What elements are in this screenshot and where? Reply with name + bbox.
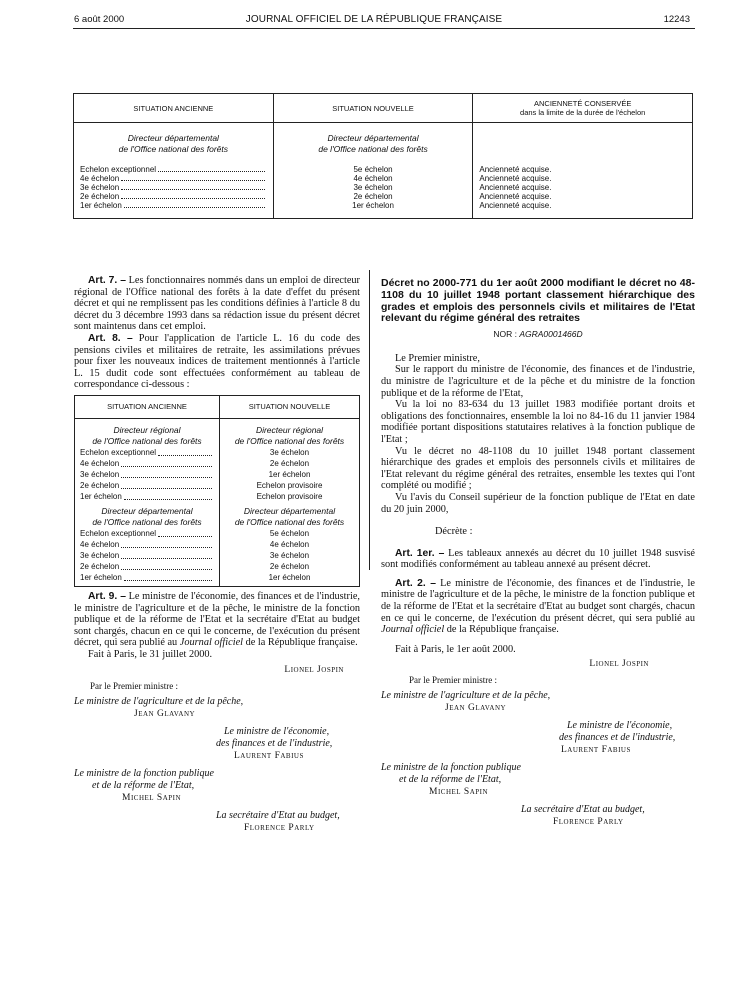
article-9: Art. 9. – Le ministre de l'économie, des finances et de l'industrie, le ministre de l'agriculture et de la pêche, le ministre de la fonction publique et de la réforme de l'Etat et la secrétaire d'Etat au budget sont chargés, chacun en ce qui le concerne, de l'exécution du présent décret, qui sera publié au Journal officiel de la République française.: [74, 590, 360, 649]
decree-title: Décret no 2000-771 du 1er août 2000 modifiant le décret no 48-1108 du 10 juillet 1948 portant classement hiérarchique des grades et emplois des personnels civils et militaires de l'Etat relevant du régime général des retraites: [381, 277, 695, 325]
article-8: Art. 8. – Pour l'application de l'article L. 16 du code des pensions civiles et militaires de retraite, les assimilations prévues pour fixer les nouveaux indices de traitement mentionnés à l'article L. 15 dudit code sont effectuées conformément au tableau de correspondance ci-dessous :: [74, 332, 360, 391]
page-header: [0, 12, 748, 28]
signature-intro: Par le Premier ministre :: [90, 680, 178, 691]
signatory-name: Michel Sapin: [429, 787, 489, 798]
signatory-title: des finances et de l'industrie,: [559, 732, 676, 744]
signatory-name: Laurent Fabius: [561, 745, 631, 756]
article-1: Art. 1er. – Les tableaux annexés au décret du 10 juillet 1948 susvisé sont modifiés conformément au tableau annexé au présent décret.: [381, 547, 696, 571]
left-column: [74, 275, 360, 834]
signatory-name: Laurent Fabius: [234, 750, 304, 761]
column-header: SITUATION NOUVELLE: [273, 94, 473, 123]
signature-date: Fait à Paris, le 31 juillet 2000.: [88, 648, 213, 660]
signatures: [74, 664, 360, 834]
decrete-heading: Décrète :: [435, 526, 473, 538]
paragraph: Sur le rapport du ministre de l'économie, des finances et de l'industrie, du ministre de l'agriculture et de la pêche et du ministre de la fonction publique et de la réforme de l'Etat,: [381, 364, 695, 399]
signatory-name: Lionel Jospin: [284, 664, 344, 675]
table-row: 3e échelon 1er échelon: [75, 469, 360, 480]
header-date: 6 août 2000: [74, 14, 125, 25]
signatory-name: Florence Parly: [553, 817, 624, 828]
paragraph: Vu l'avis du Conseil supérieur de la fonction publique de l'Etat en date du 20 juin 2000,: [381, 491, 695, 515]
signatures: [381, 658, 695, 828]
table-row: 1er échelon 1er échelon Ancienneté acquise.: [74, 201, 693, 219]
signatory-name: Jean Glavany: [134, 708, 196, 719]
signatory-name: Lionel Jospin: [589, 659, 649, 670]
signatory-title: et de la réforme de l'Etat,: [399, 774, 502, 786]
table-row: Echelon exceptionnel 3e échelon: [75, 447, 360, 458]
paragraph: Vu la loi no 83-634 du 13 juillet 1983 modifiée portant droits et obligations des fonctionnaires, ensemble la loi no 84-16 du 11 janvier 1984 modifiée portant dispositions statutaires relatives à la fonction publique de l'Etat ;: [381, 399, 695, 445]
table-row: 4e échelon 4e échelon Ancienneté acquise.: [74, 174, 693, 183]
signatory-name: Florence Parly: [244, 822, 315, 833]
group-heading: Directeur régional de l'Office national des forêts: [220, 418, 360, 447]
article-7: Art. 7. – Les fonctionnaires nommés dans un emploi de directeur régional de l'Office national des forêts à la date d'effet du présent décret et qui ne remplissent pas les conditions définies à l'article 8 du décret du 3 décembre 1993 dans sa rédaction issue du présent décret sont maintenus dans cet emploi.: [74, 275, 360, 333]
table-row: Echelon exceptionnel 5e échelon: [75, 528, 360, 539]
group-heading: Directeur régional de l'Office national des forêts: [75, 418, 220, 447]
group-heading: Directeur départemental de l'Office national des forêts: [75, 502, 220, 528]
table-row: 3e échelon 3e échelon: [75, 550, 360, 561]
signatory-title: et de la réforme de l'Etat,: [92, 779, 195, 791]
signatory-title: des finances et de l'industrie,: [216, 737, 333, 749]
group-heading: Directeur départemental de l'Office national des forêts: [220, 502, 360, 528]
header-rule: [73, 28, 695, 29]
column-header: ANCIENNETÉ CONSERVÉE dans la limite de la durée de l'échelon: [473, 94, 693, 123]
table-row: 2e échelon 2e échelon Ancienneté acquise.: [74, 192, 693, 201]
column-header: SITUATION NOUVELLE: [220, 395, 360, 418]
article-2: Art. 2. – Le ministre de l'économie, des finances et de l'industrie, le ministre de l'agriculture et de la pêche, le ministre de la fonction publique et de la réforme de l'Etat et la secrétaire d'Etat au budget sont chargés, chacun en ce qui le concerne, de l'exécution du présent décret, qui sera publié au Journal officiel de la République française.: [381, 577, 695, 636]
signature-intro: Par le Premier ministre :: [409, 675, 497, 686]
correspondence-table-left: [74, 395, 360, 587]
signatory-name: Jean Glavany: [445, 703, 507, 714]
column-header: SITUATION ANCIENNE: [75, 395, 220, 418]
signatory-title: Le ministre de la fonction publique: [381, 762, 521, 774]
group-heading: Directeur départemental de l'Office national des forêts: [273, 123, 473, 166]
right-column: [381, 278, 695, 828]
signatory-name: Michel Sapin: [122, 792, 182, 803]
table-row: 4e échelon 2e échelon: [75, 458, 360, 469]
signature-date: Fait à Paris, le 1er août 2000.: [395, 643, 516, 655]
column-divider: [369, 270, 370, 570]
page-number: 12243: [663, 14, 690, 25]
table-row: Echelon exceptionnel 5e échelon Ancienneté acquise.: [74, 165, 693, 174]
signatory-title: Le ministre de l'économie,: [224, 725, 330, 737]
journal-title: JOURNAL OFFICIEL DE LA RÉPUBLIQUE FRANÇAISE: [245, 14, 503, 25]
signatory-title: Le ministre de l'agriculture et de la pêche,: [74, 695, 244, 707]
table-row: 4e échelon 4e échelon: [75, 539, 360, 550]
paragraph: Le Premier ministre,: [395, 352, 480, 364]
nor-reference: NOR : AGRA0001466D: [493, 329, 583, 340]
paragraph: Vu le décret no 48-1108 du 10 juillet 1948 portant classement hiérarchique des grades et emplois des personnels civils et militaires de l'Etat relevant du régime général des retraites, ensemble les textes qui l'ont complété ou modifié ;: [381, 445, 695, 492]
group-heading: Directeur départemental de l'Office national des forêts: [74, 123, 274, 166]
table-row: 1er échelon 1er échelon: [75, 572, 360, 587]
table-row: 2e échelon 2e échelon: [75, 561, 360, 572]
table-row: 2e échelon Echelon provisoire: [75, 480, 360, 491]
table-row: 3e échelon 3e échelon Ancienneté acquise.: [74, 183, 693, 192]
signatory-title: La secrétaire d'Etat au budget,: [521, 804, 645, 816]
column-header: SITUATION ANCIENNE: [74, 94, 274, 123]
correspondence-table-top: [73, 93, 693, 219]
signatory-title: La secrétaire d'Etat au budget,: [216, 809, 340, 821]
signatory-title: Le ministre de l'économie,: [567, 720, 673, 732]
table-row: 1er échelon Echelon provisoire: [75, 491, 360, 502]
signatory-title: Le ministre de l'agriculture et de la pêche,: [381, 690, 551, 702]
signatory-title: Le ministre de la fonction publique: [74, 767, 214, 779]
